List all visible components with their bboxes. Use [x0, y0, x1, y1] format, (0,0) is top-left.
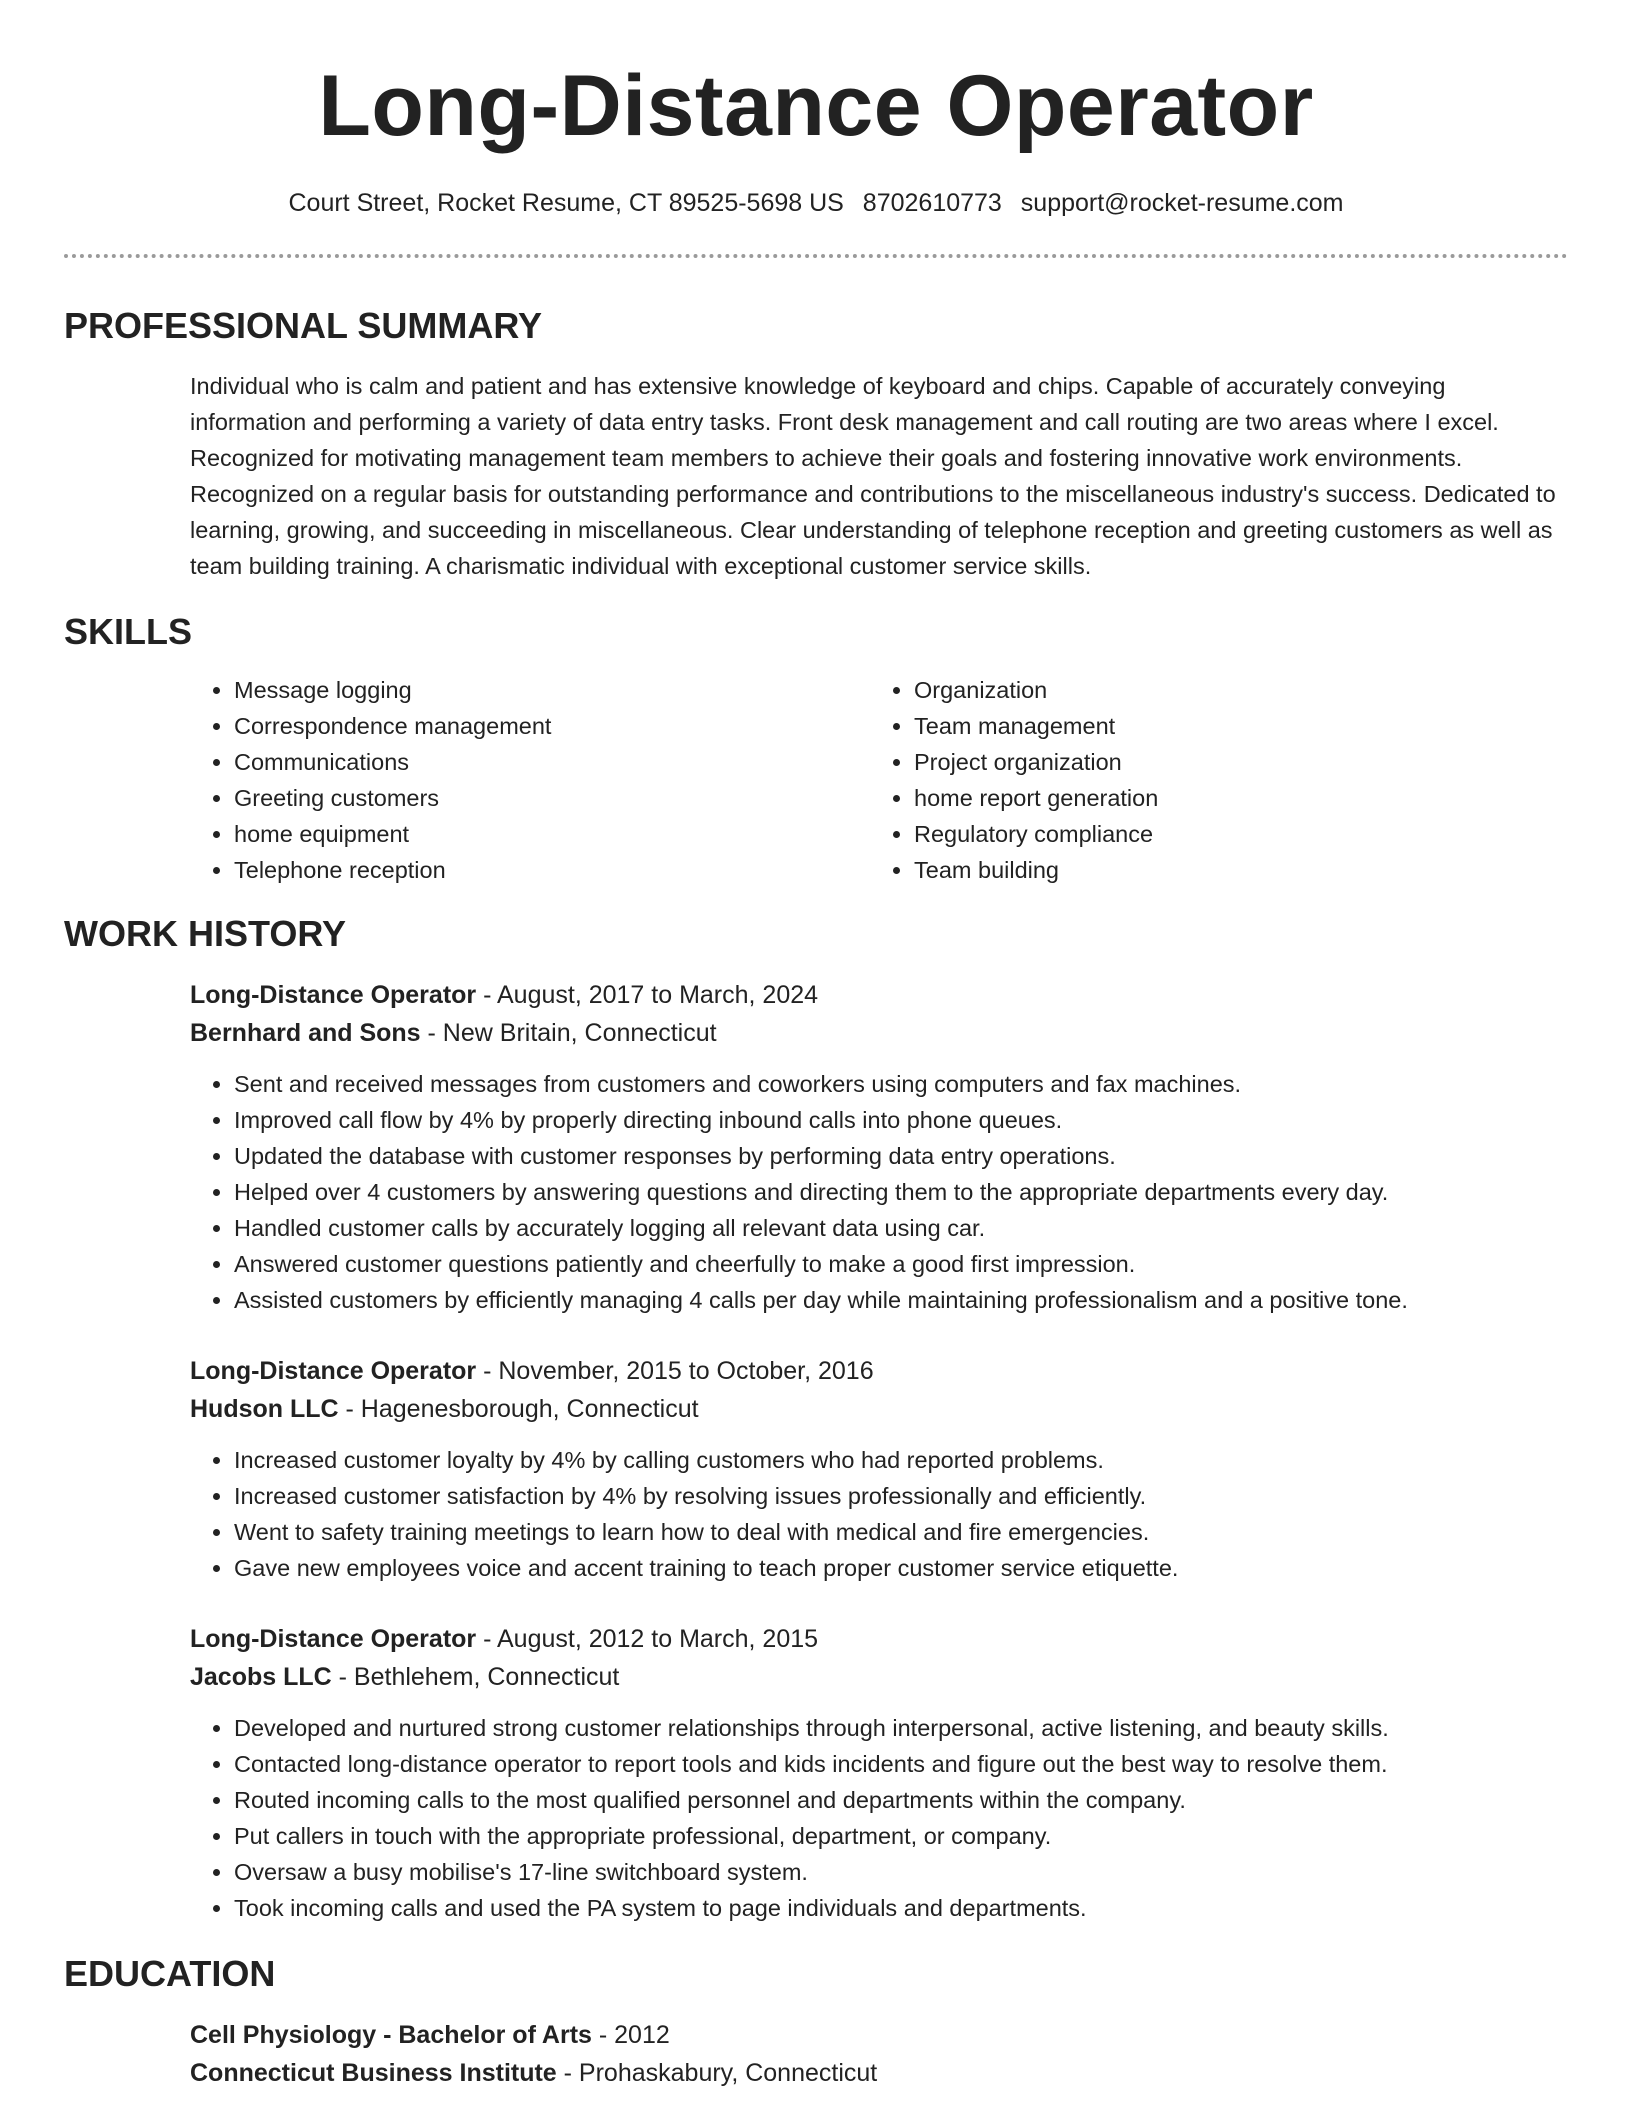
job-duty: • Increased customer satisfaction by 4% by resolving issues professionally and efficiently. [234, 1478, 1568, 1514]
education-heading: EDUCATION [64, 1953, 276, 1994]
skill-item: • Correspondence management [234, 708, 870, 744]
job-dates: - August, 2012 to March, 2015 [476, 1625, 819, 1653]
job-duty: • Went to safety training meetings to learn how to deal with medical and fire emergencies. [234, 1514, 1568, 1550]
job-role: Long-Distance Operator [190, 981, 477, 1009]
job-company-line [190, 1390, 1568, 1428]
skill-item: • Team management [914, 708, 1550, 744]
skill-item: • Message logging [234, 672, 870, 708]
job-title-line [190, 1352, 1568, 1390]
job-role: Long-Distance Operator [190, 1625, 477, 1653]
job-company-line [190, 1014, 1568, 1052]
job-duty: • Sent and received messages from customers and coworkers using computers and fax machines. [234, 1066, 1568, 1102]
job-duty: • Increased customer loyalty by 4% by calling customers who had reported problems. [234, 1442, 1568, 1478]
skill-item: • home report generation [914, 780, 1550, 816]
job-location: - New Britain, Connecticut [420, 1019, 717, 1047]
work-history-heading: WORK HISTORY [64, 913, 347, 954]
contact-phone: 8702610773 [862, 189, 1002, 217]
job-location: - Hagenesborough, Connecticut [338, 1395, 699, 1423]
education-year: - 2012 [591, 2021, 670, 2049]
job-company: Hudson LLC [190, 1395, 339, 1423]
job-company: Bernhard and Sons [190, 1019, 421, 1047]
job-duty: • Developed and nurtured strong customer relationships through interpersonal, active listening, and beauty skills. [234, 1710, 1568, 1746]
job-duties [190, 1066, 1568, 1318]
education-school: Connecticut Business Institute [190, 2059, 557, 2087]
skill-item: • home equipment [234, 816, 870, 852]
job-duty: • Improved call flow by 4% by properly directing inbound calls into phone queues. [234, 1102, 1568, 1138]
summary-text: Individual who is calm and patient and has extensive knowledge of keyboard and chips. Capable of accurately conveying information and performing a variety of data entry tasks. Front desk management and call routing are two areas where I excel. Recognized for motivating management team members to achieve their goals and fostering innovative work environments. Recognized on a regular basis for outstanding performance and contributions to the miscellaneous industry's success. Dedicated to learning, growing, and succeeding in miscellaneous. Clear understanding of telephone reception and greeting customers as well as team building training. A charismatic individual with exceptional customer service skills. [190, 373, 1556, 579]
job-duty: • Answered customer questions patiently and cheerfully to make a good first impression. [234, 1246, 1568, 1282]
job-duty: • Oversaw a busy mobilise's 17-line switchboard system. [234, 1854, 1568, 1890]
skill-item: • Communications [234, 744, 870, 780]
skill-item: • Telephone reception [234, 852, 870, 888]
job-duty: • Put callers in touch with the appropriate professional, department, or company. [234, 1818, 1568, 1854]
job-entry [190, 1352, 1568, 1586]
job-role: Long-Distance Operator [190, 1357, 477, 1385]
job-title-line [190, 1620, 1568, 1658]
skills-column-right [870, 672, 1550, 888]
skill-item: • Team building [914, 852, 1550, 888]
job-title-line [190, 976, 1568, 1014]
skill-item: • Project organization [914, 744, 1550, 780]
job-duty: • Updated the database with customer responses by performing data entry operations. [234, 1138, 1568, 1174]
job-duty: • Contacted long-distance operator to report tools and kids incidents and figure out the best way to resolve them. [234, 1746, 1568, 1782]
contact-address: Court Street, Rocket Resume, CT 89525-5698 US [288, 189, 844, 217]
education-degree: Cell Physiology - Bachelor of Arts [190, 2021, 592, 2049]
job-company-line [190, 1658, 1568, 1696]
job-location: - Bethlehem, Connecticut [331, 1663, 620, 1691]
contact-line [0, 186, 1632, 220]
candidate-name: Long-Distance Operator [318, 58, 1314, 154]
job-entry [190, 976, 1568, 1318]
skills-heading: SKILLS [64, 611, 193, 652]
skill-item: • Organization [914, 672, 1550, 708]
job-duties [190, 1710, 1568, 1926]
job-duty: • Routed incoming calls to the most qualified personnel and departments within the company. [234, 1782, 1568, 1818]
skill-item: • Greeting customers [234, 780, 870, 816]
job-duty: • Took incoming calls and used the PA system to page individuals and departments. [234, 1890, 1568, 1926]
job-duty: • Helped over 4 customers by answering questions and directing them to the appropriate departments every day. [234, 1174, 1568, 1210]
job-duty: • Assisted customers by efficiently managing 4 calls per day while maintaining professionalism and a positive tone. [234, 1282, 1568, 1318]
job-duties [190, 1442, 1568, 1586]
header-divider [64, 254, 1568, 258]
education-school-line [190, 2054, 1568, 2092]
skills-list [190, 672, 1568, 888]
skill-item: • Regulatory compliance [914, 816, 1550, 852]
education-location: - Prohaskabury, Connecticut [556, 2059, 878, 2087]
contact-email[interactable]: support@rocket-resume.com [1020, 189, 1344, 217]
job-duty: • Gave new employees voice and accent training to teach proper customer service etiquette. [234, 1550, 1568, 1586]
job-duty: • Handled customer calls by accurately logging all relevant data using car. [234, 1210, 1568, 1246]
education-entry [190, 2016, 1568, 2092]
education-degree-line [190, 2016, 1568, 2054]
job-company: Jacobs LLC [190, 1663, 332, 1691]
job-dates: - November, 2015 to October, 2016 [476, 1357, 874, 1385]
job-dates: - August, 2017 to March, 2024 [476, 981, 819, 1009]
skills-column-left [190, 672, 870, 888]
summary-heading: PROFESSIONAL SUMMARY [64, 305, 543, 346]
job-entry [190, 1620, 1568, 1926]
